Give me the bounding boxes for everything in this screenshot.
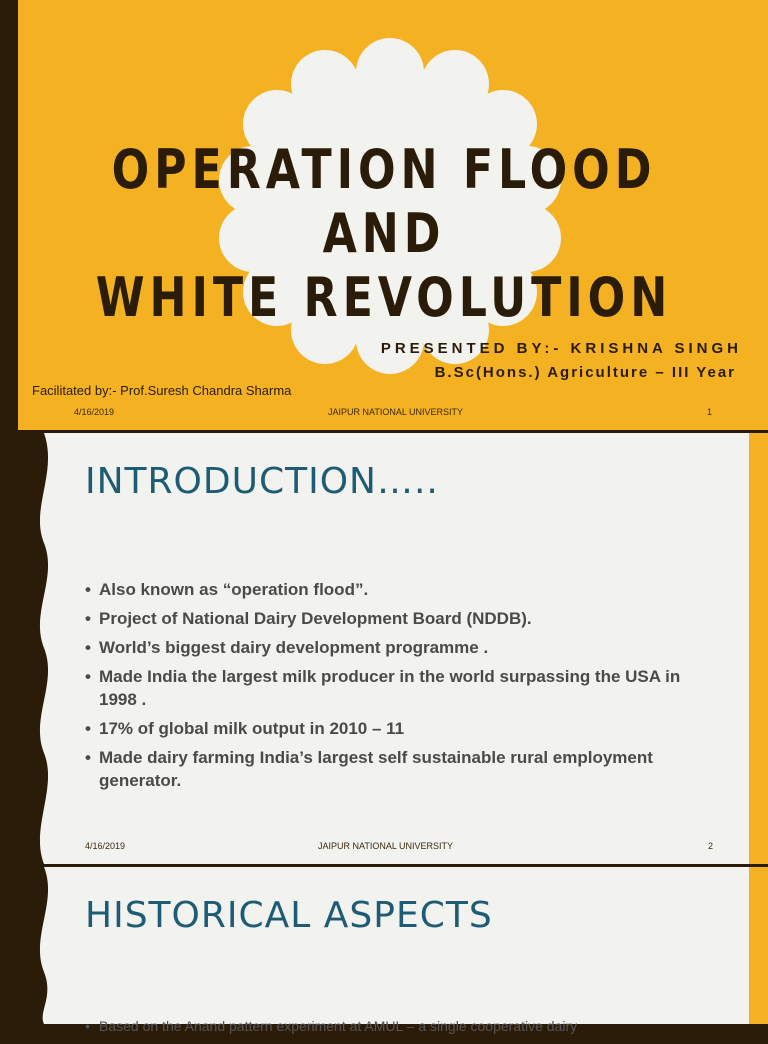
- bullet-item: • 17% of global milk output in 2010 – 11: [85, 717, 715, 740]
- slide-heading: INTRODUCTION…..: [85, 461, 439, 502]
- course-text: B.Sc(Hons.) Agriculture – III Year: [434, 364, 736, 381]
- right-accent-strip: [749, 867, 768, 1024]
- title-line-2: WHITE REVOLUTION: [95, 266, 673, 329]
- introduction-slide[interactable]: [0, 433, 768, 864]
- bullet-item: • World’s biggest dairy development programme .: [85, 636, 715, 659]
- bullet-item: • Project of National Dairy Development Board (NDDB).: [85, 607, 715, 630]
- bullet-list: [85, 1015, 715, 1044]
- footer-university: JAIPUR NATIONAL UNIVERSITY: [328, 407, 464, 417]
- bullet-item: • Based on the Anand pattern experiment at AMUL – a single cooperative dairy: [85, 1015, 715, 1038]
- bullet-item: • Made India the largest milk producer in the world surpassing the USA in 1998 .: [85, 665, 715, 711]
- bullet-item: • Also known as “operation flood”.: [85, 578, 715, 601]
- bullet-item: • Made dairy farming India’s largest self sustainable rural employment generator.: [85, 746, 715, 792]
- wave-border-decoration: [0, 433, 60, 864]
- right-accent-strip: [749, 433, 768, 864]
- title-slide[interactable]: [0, 0, 768, 430]
- footer-page-number: 2: [708, 841, 714, 851]
- wave-border-decoration: [0, 867, 60, 1024]
- slide-title: [69, 138, 699, 330]
- historical-aspects-slide[interactable]: [0, 867, 768, 1034]
- footer-date: 4/16/2019: [85, 841, 126, 851]
- footer-date: 4/16/2019: [74, 407, 115, 417]
- presenter-text: PRESENTED BY:- KRISHNA SINGH: [380, 340, 742, 357]
- bullet-list: [85, 578, 715, 798]
- facilitator-text: Facilitated by:- Prof.Suresh Chandra Sharma: [32, 383, 292, 398]
- title-line-1: OPERATION FLOOD AND: [111, 138, 657, 265]
- slide-heading: HISTORICAL ASPECTS: [85, 895, 493, 936]
- footer-page-number: 1: [707, 407, 713, 417]
- footer-university: JAIPUR NATIONAL UNIVERSITY: [318, 841, 454, 851]
